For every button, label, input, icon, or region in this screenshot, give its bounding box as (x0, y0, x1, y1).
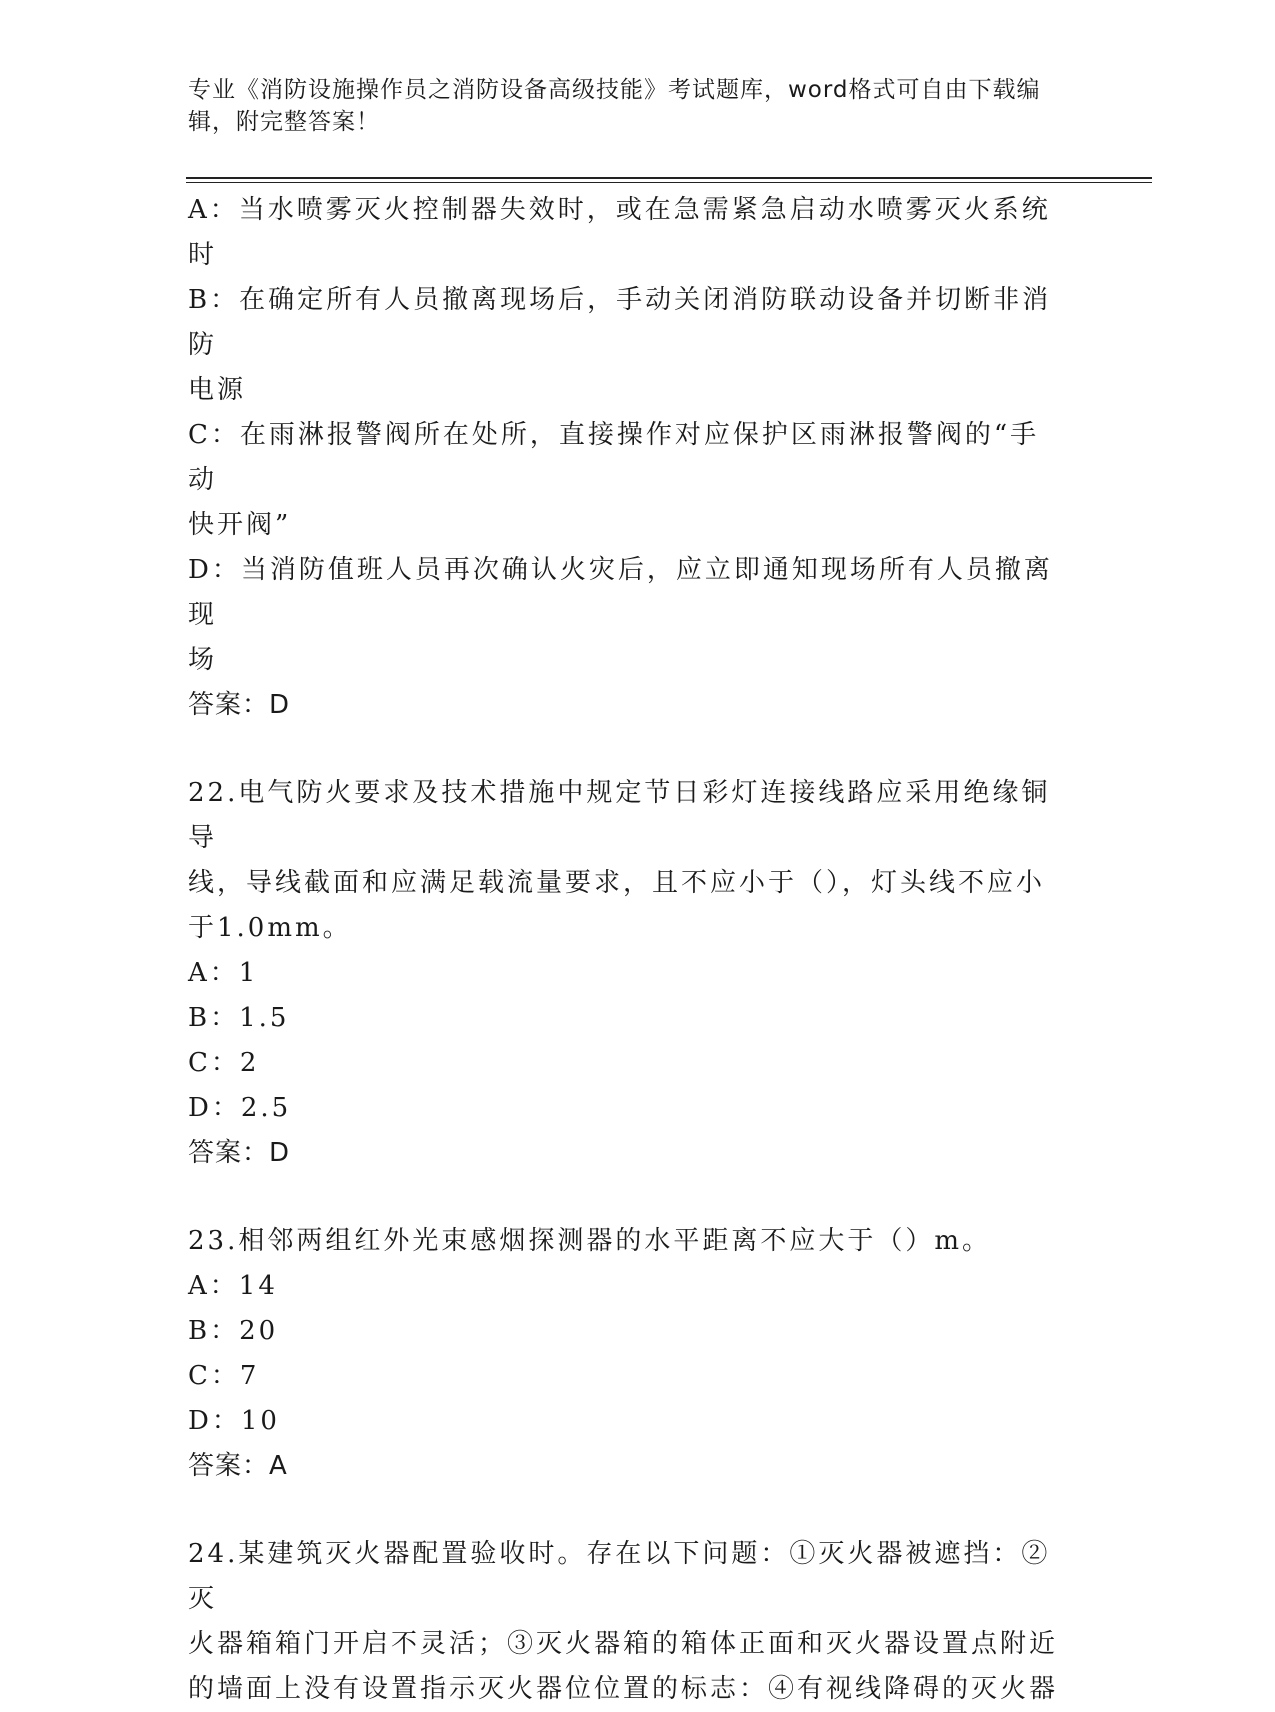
option-b: B：在确定所有人员撤离现场后，手动关闭消防联动设备并切断非消防 (188, 285, 1052, 360)
option-c: C：7 (188, 1361, 260, 1391)
question-stem: 22.电气防火要求及技术措施中规定节日彩灯连接线路应采用绝缘铜导 (188, 778, 1051, 853)
option-c: C：在雨淋报警阀所在处所，直接操作对应保护区雨淋报警阀的“手动 (188, 420, 1040, 495)
header-line: 专业《消防设施操作员之消防设备高级技能》考试题库，word格式可自由下载编 (188, 77, 1041, 103)
header-line: 辑，附完整答案！ (188, 109, 380, 135)
option-a: A：1 (188, 958, 259, 988)
answer: 答案：D (188, 690, 291, 720)
option-b: B：1.5 (188, 1003, 290, 1033)
option-a: A：当水喷雾灭火控制器失效时，或在急需紧急启动水喷雾灭火系统时 (188, 195, 1051, 270)
question-24 (188, 1532, 1068, 1712)
option-c: C：2 (188, 1048, 260, 1078)
answer: 答案：D (188, 1138, 291, 1168)
header-divider-thick (186, 177, 1152, 179)
option-d: D：当消防值班人员再次确认火灾后，应立即通知现场所有人员撤离现 (188, 555, 1053, 630)
spacer (188, 1489, 1068, 1532)
option-d-continued: 场 (188, 645, 218, 675)
document-header (188, 74, 1068, 138)
question-stem: 24.某建筑灭火器配置验收时。存在以下问题：①灭火器被遮挡：②灭 (188, 1539, 1051, 1614)
question-stem: 于1.0mm。 (188, 913, 352, 943)
question-stem: 的墙面上没有设置指示灭火器位位置的标志：④有视线降碍的灭火器 (188, 1674, 1059, 1704)
question-stem: 23.相邻两组红外光束感烟探测器的水平距离不应大于（）m。 (188, 1226, 992, 1256)
header-divider-thin (186, 182, 1152, 183)
question-22 (188, 771, 1068, 1176)
question-21 (188, 188, 1068, 728)
question-stem: 火器箱箱门开启不灵活；③灭火器箱的箱体正面和灭火器设置点附近 (188, 1629, 1059, 1659)
option-a: A：14 (188, 1271, 278, 1301)
option-d: D：10 (188, 1406, 280, 1436)
option-d: D：2.5 (188, 1093, 292, 1123)
spacer (188, 1176, 1068, 1219)
question-23 (188, 1219, 1068, 1489)
question-stem: 线，导线截面和应满足载流量要求，且不应小于（），灯头线不应小 (188, 868, 1046, 898)
answer: 答案：A (188, 1451, 288, 1481)
question-content (188, 188, 1068, 1712)
option-b: B：20 (188, 1316, 279, 1346)
option-c-continued: 快开阀” (188, 510, 292, 540)
option-b-continued: 电源 (188, 375, 247, 405)
spacer (188, 728, 1068, 771)
